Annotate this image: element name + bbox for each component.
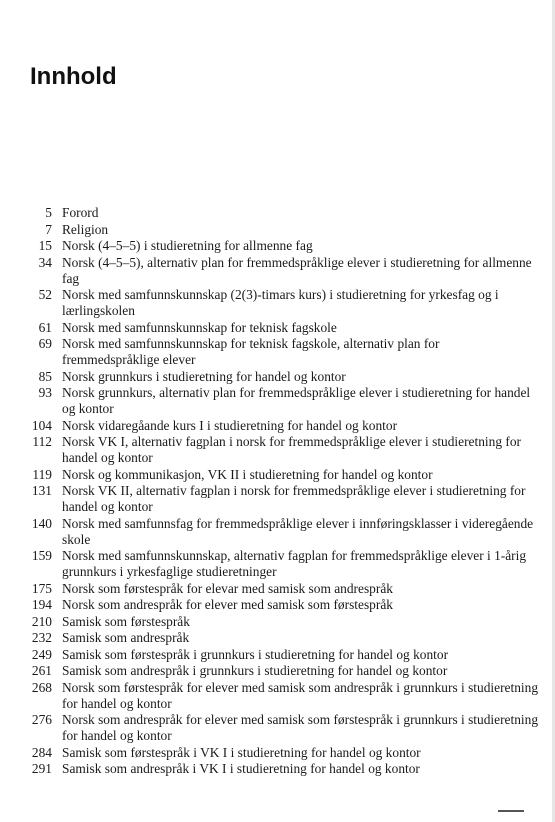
toc-entry-title: Samisk som førstespråk i grunnkurs i studieretning for handel og kontor — [62, 646, 449, 662]
toc-entry-title: Norsk med samfunnskunnskap, alternativ fagplan for fremmedspråklige elever i 1-årig grunnkurs i yrkesfaglige studieretninger — [62, 548, 527, 579]
toc-entry-title: Norsk VK II, alternativ fagplan i norsk for fremmedspråklige elever i studieretning for handel og kontor — [62, 483, 526, 514]
toc-page-number: 159 — [31, 548, 52, 563]
toc-page-number: 112 — [32, 434, 52, 449]
toc-entry-title: Religion — [62, 221, 109, 237]
toc-entry — [20, 614, 540, 630]
toc-page-number: 69 — [38, 336, 52, 351]
toc-entry — [20, 712, 540, 744]
toc-page-number: 5 — [45, 205, 52, 220]
toc-entry-title: Norsk med samfunnskunnskap (2(3)-timars kurs) i studieretning for yrkesfag og i lærlingskolen — [62, 287, 499, 318]
toc-page-number: 175 — [31, 580, 52, 596]
toc-entry — [20, 238, 540, 254]
toc-entry — [20, 680, 540, 712]
toc-page-number: 15 — [38, 238, 52, 253]
toc-page-number: 85 — [38, 368, 52, 384]
toc-entry-title: Norsk grunnkurs, alternativ plan for fremmedspråklige elever i studieretning for handel og kontor — [62, 385, 531, 416]
toc-entry — [20, 287, 540, 319]
toc-entry — [20, 761, 540, 777]
toc-page-number: 119 — [32, 466, 52, 482]
toc-entry-title: Norsk VK I, alternativ fagplan i norsk for fremmedspråklige elever i studieretning for handel og kontor — [62, 434, 521, 465]
toc-entry-title: Norsk grunnkurs i studieretning for handel og kontor — [62, 368, 346, 384]
toc-entry — [20, 467, 540, 483]
toc-entry — [20, 336, 540, 368]
toc-entry-title: Norsk og kommunikasjon, VK II i studieretning for handel og kontor — [62, 466, 433, 482]
table-of-contents — [20, 205, 540, 778]
toc-entry — [20, 647, 540, 663]
toc-page-number: 131 — [31, 483, 52, 498]
toc-entry-title: Forord — [62, 205, 99, 220]
toc-entry-title: Norsk (4–5–5) i studieretning for allmenne fag — [62, 238, 313, 253]
toc-page-number: 7 — [45, 221, 52, 237]
toc-page-number: 284 — [31, 744, 52, 760]
toc-entry-title: Norsk som andrespråk for elever med samisk som førstespråk i grunnkurs i studieretning for handel og kontor — [62, 712, 539, 743]
toc-entry — [20, 369, 540, 385]
toc-page-number: 276 — [31, 712, 52, 727]
toc-page-number: 268 — [31, 679, 52, 695]
toc-entry — [20, 516, 540, 548]
toc-entry-title: Norsk vidaregåande kurs I i studieretning for handel og kontor — [62, 417, 398, 433]
toc-entry — [20, 663, 540, 679]
toc-page-number: 291 — [31, 761, 52, 776]
toc-entry — [20, 320, 540, 336]
toc-page-number: 140 — [31, 515, 52, 531]
toc-entry-title: Samisk som førstespråk — [62, 613, 190, 629]
toc-entry-title: Norsk som førstespråk for elever med samisk som andrespråk i grunnkurs i studieretning for handel og kontor — [62, 679, 539, 711]
toc-page-number: 52 — [38, 287, 52, 302]
toc-entry-title: Norsk som førstespråk for elevar med samisk som andrespråk — [62, 580, 393, 596]
toc-page-number: 104 — [31, 417, 52, 433]
toc-page-number: 210 — [31, 613, 52, 629]
toc-entry — [20, 581, 540, 597]
toc-page-number: 34 — [38, 254, 52, 270]
toc-entry — [20, 745, 540, 761]
toc-entry-title: Samisk som andrespråk i VK I i studieretning for handel og kontor — [62, 761, 420, 776]
toc-entry — [20, 385, 540, 417]
toc-page-number: 261 — [31, 663, 52, 678]
toc-entry — [20, 483, 540, 515]
toc-entry-title: Norsk som andrespråk for elever med samisk som førstespråk — [62, 597, 393, 612]
toc-entry — [20, 434, 540, 466]
toc-page-number: 61 — [38, 319, 52, 335]
toc-entry-title: Samisk som førstespråk i VK I i studieretning for handel og kontor — [62, 744, 421, 760]
page-title: Innhold — [30, 63, 117, 90]
page-bottom-mark — [498, 810, 524, 812]
toc-entry — [20, 630, 540, 646]
toc-entry-title: Norsk med samfunnskunnskap for teknisk fagskole — [62, 319, 337, 335]
toc-page-number: 93 — [38, 385, 52, 400]
toc-entry — [20, 418, 540, 434]
toc-entry — [20, 255, 540, 287]
toc-page-number: 249 — [31, 646, 52, 662]
toc-entry-title: Norsk med samfunnsfag for fremmedspråklige elever i innføringsklasser i videregående skole — [62, 515, 534, 547]
toc-entry-title: Norsk med samfunnskunnskap for teknisk fagskole, alternativ plan for fremmedspråklige elever — [62, 336, 440, 367]
toc-entry — [20, 222, 540, 238]
toc-entry-title: Samisk som andrespråk i grunnkurs i studieretning for handel og kontor — [62, 663, 448, 678]
toc-entry — [20, 205, 540, 221]
toc-entry — [20, 548, 540, 580]
toc-entry — [20, 597, 540, 613]
toc-entry-title: Norsk (4–5–5), alternativ plan for fremmedspråklige elever i studieretning for allmenne fag — [62, 254, 532, 286]
toc-page-number: 194 — [31, 597, 52, 612]
toc-entry-title: Samisk som andrespråk — [62, 630, 190, 645]
toc-page-number: 232 — [31, 630, 52, 645]
